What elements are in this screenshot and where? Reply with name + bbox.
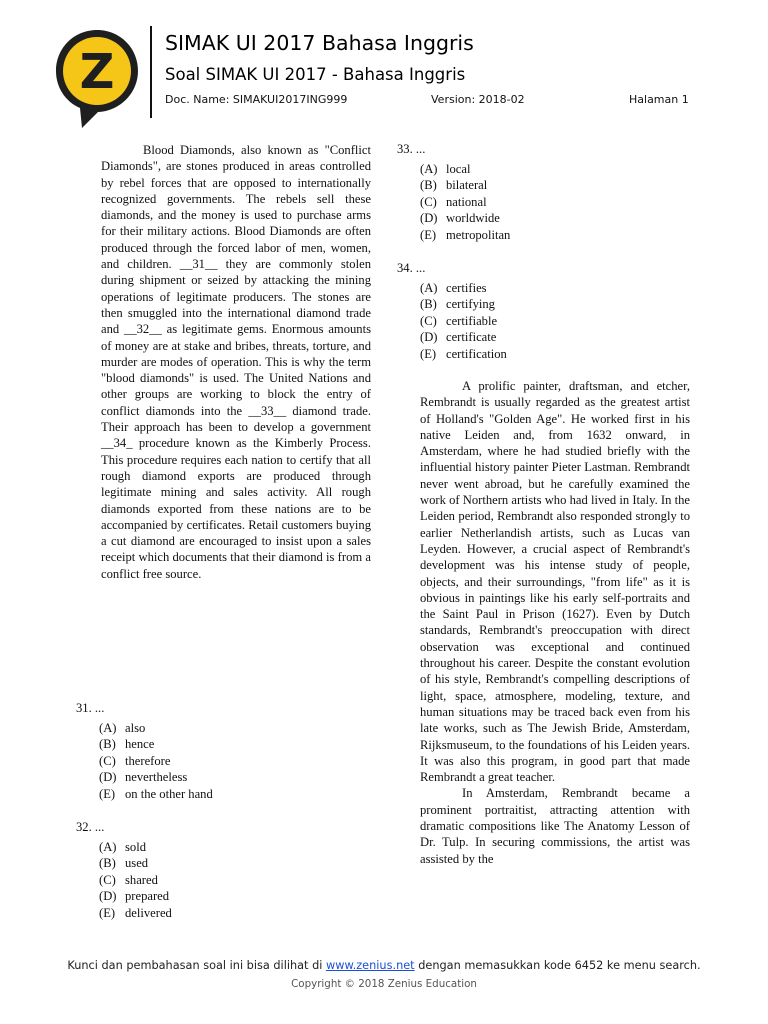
doc-version: Version: 2018-02 xyxy=(431,93,525,106)
option-c[interactable]: (C) shared xyxy=(99,872,158,887)
options-list xyxy=(397,161,510,243)
header-divider xyxy=(150,26,152,118)
page-number: Halaman 1 xyxy=(629,93,689,106)
question-number: 32. ... xyxy=(76,820,105,834)
option-d[interactable]: (D) nevertheless xyxy=(99,770,188,785)
doc-subtitle: Soal SIMAK UI 2017 - Bahasa Inggris xyxy=(165,65,466,84)
option-b[interactable]: (B) hence xyxy=(99,737,155,752)
option-a[interactable]: (A) sold xyxy=(99,840,146,854)
footer-note: Kunci dan pembahasan soal ini bisa dilihat di www.zenius.net dengan memasukkan kode 6452 ke menu search. xyxy=(67,959,701,972)
copyright: Copyright © 2018 Zenius Education xyxy=(291,978,477,990)
option-e[interactable]: (E) on the other hand xyxy=(99,786,213,801)
question-34 xyxy=(397,260,507,362)
option-d[interactable]: (D) worldwide xyxy=(420,211,500,226)
option-d[interactable]: (D) prepared xyxy=(99,889,170,904)
passage-blood-diamonds xyxy=(101,142,371,582)
options-list xyxy=(76,839,172,921)
zenius-link[interactable]: www.zenius.net xyxy=(325,959,415,972)
doc-name: Doc. Name: SIMAKUI2017ING999 xyxy=(165,93,348,106)
question-number: 31. ... xyxy=(76,701,105,715)
option-e[interactable]: (E) metropolitan xyxy=(420,227,511,242)
option-d[interactable]: (D) certificate xyxy=(420,330,497,345)
question-31 xyxy=(76,700,213,802)
question-number: 34. ... xyxy=(397,261,426,275)
doc-title: SIMAK UI 2017 Bahasa Inggris xyxy=(165,31,474,55)
passage-paragraph-2: In Amsterdam, Rembrandt became a prominent portraitist, attracting attention with dramatic compositions like The Anatomy Lesson of Dr. Tulp. In securing commissions, the artist was assisted by the xyxy=(420,786,690,866)
question-number: 33. ... xyxy=(397,142,426,156)
passage-paragraph: Blood Diamonds, also known as "Conflict Diamonds", are stones produced in areas controlled by rebel forces that are opposed to internationally recognized governments. The rebels sell these diamonds, and the money is used to purchase arms for their military actions. Blood Diamonds are often produced through the forced labor of men, women, and children. __31__ they are commonly stolen during shipment or seized by attacking the mining operations of legitimate producers. The stones are then smuggled into the international diamond trade and __32__ as legitimate gems. Enormous amounts of money are at stake and bribes, threats, torture, and murder are modes of operation. This is why the term "blood diamonds" is used. The United Nations and other groups are working to block the entry of conflict diamonds into the __33__ diamond trade. Their approach has been to develop a government __34_ procedure known as the Kimberly Process. This procedure requires each nation to certify that all rough diamond exports are produced through legitimate mining and sales activity. All rough diamonds exported from these nations are to be accompanied by certificates. Retail customers buying a cut diamond are encouraged to insist upon a sales receipt which documents that their diamond is from a conflict free source. xyxy=(101,143,371,581)
option-e[interactable]: (E) delivered xyxy=(99,905,172,920)
option-a[interactable]: (A) also xyxy=(99,721,146,735)
option-c[interactable]: (C) certifiable xyxy=(420,313,498,328)
question-33 xyxy=(397,141,510,243)
question-32 xyxy=(76,819,172,921)
zenius-logo xyxy=(52,26,142,132)
option-c[interactable]: (C) therefore xyxy=(99,753,171,768)
option-b[interactable]: (B) certifying xyxy=(420,297,495,312)
options-list xyxy=(76,720,213,802)
option-e[interactable]: (E) certification xyxy=(420,346,507,361)
passage-rembrandt xyxy=(420,378,690,940)
option-b[interactable]: (B) bilateral xyxy=(420,178,488,193)
passage-paragraph-1: A prolific painter, draftsman, and etcher, Rembrandt is usually regarded as the greatest artist of Holland's "Golden Age". He worked first in his native Leiden and, from 1632 onward, in Amsterdam, where he had studied briefly with the influential history painter Pieter Lastman. Rembrandt never went abroad, but he carefully examined the work of Northern artists who had lived in Italy. In the Leiden period, Rembrandt also responded strongly to earlier Netherlandish artists, such as Lucas van Leyden. However, a crucial aspect of Rembrandt's development was his intense study of people, objects, and their surroundings, "from life" as it is obvious in paintings like his early self-portraits and the Saint Paul in Prison (1627). Even by Dutch standards, Rembrandt's preoccupation with direct observation was exceptional and continued throughout his career. Despite the constant evolution of his style, Rembrandt's compelling descriptions of light, space, atmosphere, modeling, texture, and human situations may be traced back even from his late works, such as The Jewish Bride, Amsterdam, Rijksmuseum, to the foundations of his Leiden years. It was also this program, in good part that made Rembrandt a great teacher. xyxy=(420,379,690,785)
option-b[interactable]: (B) used xyxy=(99,856,149,871)
option-a[interactable]: (A) certifies xyxy=(420,281,487,295)
options-list xyxy=(397,280,507,362)
option-a[interactable]: (A) local xyxy=(420,162,471,176)
option-c[interactable]: (C) national xyxy=(420,194,487,209)
logo-letter: Z xyxy=(79,44,115,100)
